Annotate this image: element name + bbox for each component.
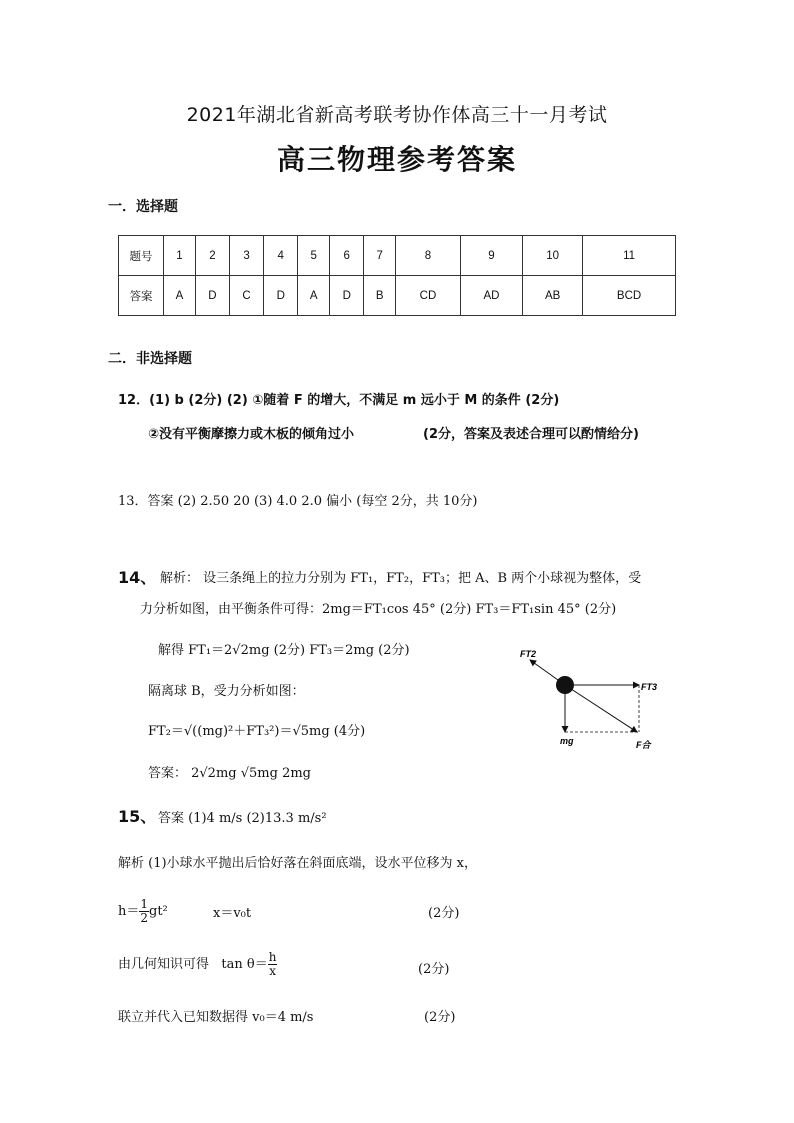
- table-cell: 9: [460, 236, 522, 276]
- fraction-numerator: 1: [140, 897, 149, 911]
- eq1-rhs: gt²: [149, 904, 168, 919]
- q15-line1: 解析 (1)小球水平抛出后恰好落在斜面底端，设水平位移为 x，: [118, 856, 478, 871]
- q15-line3: [118, 951, 277, 978]
- q12-line2: ②没有平衡摩擦力或木板的倾角过小: [148, 427, 355, 442]
- label-mg: mg: [560, 736, 574, 746]
- q15-number: 15、: [118, 807, 157, 826]
- table-cell: C: [229, 276, 263, 316]
- q15-eq2: x＝v₀t: [213, 906, 252, 921]
- table-cell: 3: [229, 236, 263, 276]
- q15-answer: 答案 (1)4 m/s (2)13.3 m/s²: [158, 811, 327, 826]
- q15-line4: 联立并代入已知数据得 v₀＝4 m/s: [118, 1010, 314, 1025]
- table-cell: D: [330, 276, 364, 316]
- line3-eq: tan θ＝: [221, 957, 268, 972]
- q12-line1: 12．(1) b (2分) (2) ①随着 F 的增大，不满足 m 远小于 M 的条件 (2分): [118, 393, 560, 408]
- table-cell: A: [298, 276, 330, 316]
- q14-line5: FT₂＝√((mg)²＋FT₃²)＝√5mg (4分): [148, 724, 366, 739]
- table-cell: AD: [460, 276, 522, 316]
- row-label-number: 题号: [119, 236, 164, 276]
- table-cell: 4: [264, 236, 298, 276]
- answer-table: [118, 235, 676, 316]
- table-cell: CD: [396, 276, 461, 316]
- table-cell: 6: [330, 236, 364, 276]
- table-cell: 8: [396, 236, 461, 276]
- q15-score1: (2分): [428, 906, 460, 921]
- ball-b: [556, 676, 574, 694]
- table-cell: AB: [523, 276, 583, 316]
- fraction-numerator: h: [268, 950, 277, 964]
- q14-intro: 解析： 设三条绳上的拉力分别为 FT₁，FT₂，FT₃；把 A、B 两个小球视为整体，受: [160, 571, 642, 586]
- fraction-denominator: x: [269, 964, 276, 978]
- table-cell: A: [164, 276, 196, 316]
- table-cell: 7: [364, 236, 396, 276]
- exam-title: 2021年湖北省新高考联考协作体高三十一月考试: [186, 104, 608, 126]
- label-ft3: FT3: [641, 682, 658, 692]
- q15-score3: (2分): [424, 1010, 456, 1025]
- table-cell: D: [264, 276, 298, 316]
- resultant-vector: [565, 685, 637, 732]
- force-diagram: [510, 640, 670, 755]
- q14-line6: 答案： 2√2mg √5mg 2mg: [148, 766, 311, 781]
- q15-score2: (2分): [418, 962, 450, 977]
- q12-line2-score: (2分，答案及表述合理可以酌情给分): [423, 427, 639, 442]
- q14-line3: 解得 FT₁＝2√2mg (2分) FT₃＝2mg (2分): [158, 643, 410, 658]
- section-choice-heading: 一．选择题: [108, 199, 178, 215]
- q15-eq1: [118, 898, 168, 925]
- q14-line2: 力分析如图，由平衡条件可得：2mg＝FT₁cos 45° (2分) FT₃＝FT₁sin 45° (2分): [140, 602, 617, 617]
- table-cell: 2: [195, 236, 229, 276]
- answer-key-title: 高三物理参考答案: [276, 143, 517, 176]
- table-cell: D: [195, 276, 229, 316]
- table-row: [119, 276, 676, 316]
- q14-number: 14、: [118, 568, 157, 587]
- table-row: [119, 236, 676, 276]
- line3-text: 由几何知识可得: [118, 957, 210, 972]
- q13-answer: 13．答案 (2) 2.50 20 (3) 4.0 2.0 偏小 (每空 2分，共 10分): [118, 494, 478, 509]
- eq1-lhs: h＝: [118, 904, 140, 919]
- fraction: [268, 951, 278, 978]
- table-cell: B: [364, 276, 396, 316]
- table-cell: 5: [298, 236, 330, 276]
- fraction: [139, 898, 149, 925]
- table-cell: 11: [583, 236, 676, 276]
- q14-line4: 隔离球 B，受力分析如图：: [148, 684, 305, 699]
- fraction-denominator: 2: [140, 911, 149, 925]
- table-cell: 1: [164, 236, 196, 276]
- label-fhe: F合: [636, 740, 651, 750]
- table-cell: 10: [523, 236, 583, 276]
- row-label-answer: 答案: [119, 276, 164, 316]
- section-nonchoice-heading: 二．非选择题: [108, 351, 192, 367]
- table-cell: BCD: [583, 276, 676, 316]
- label-ft2: FT2: [520, 649, 537, 659]
